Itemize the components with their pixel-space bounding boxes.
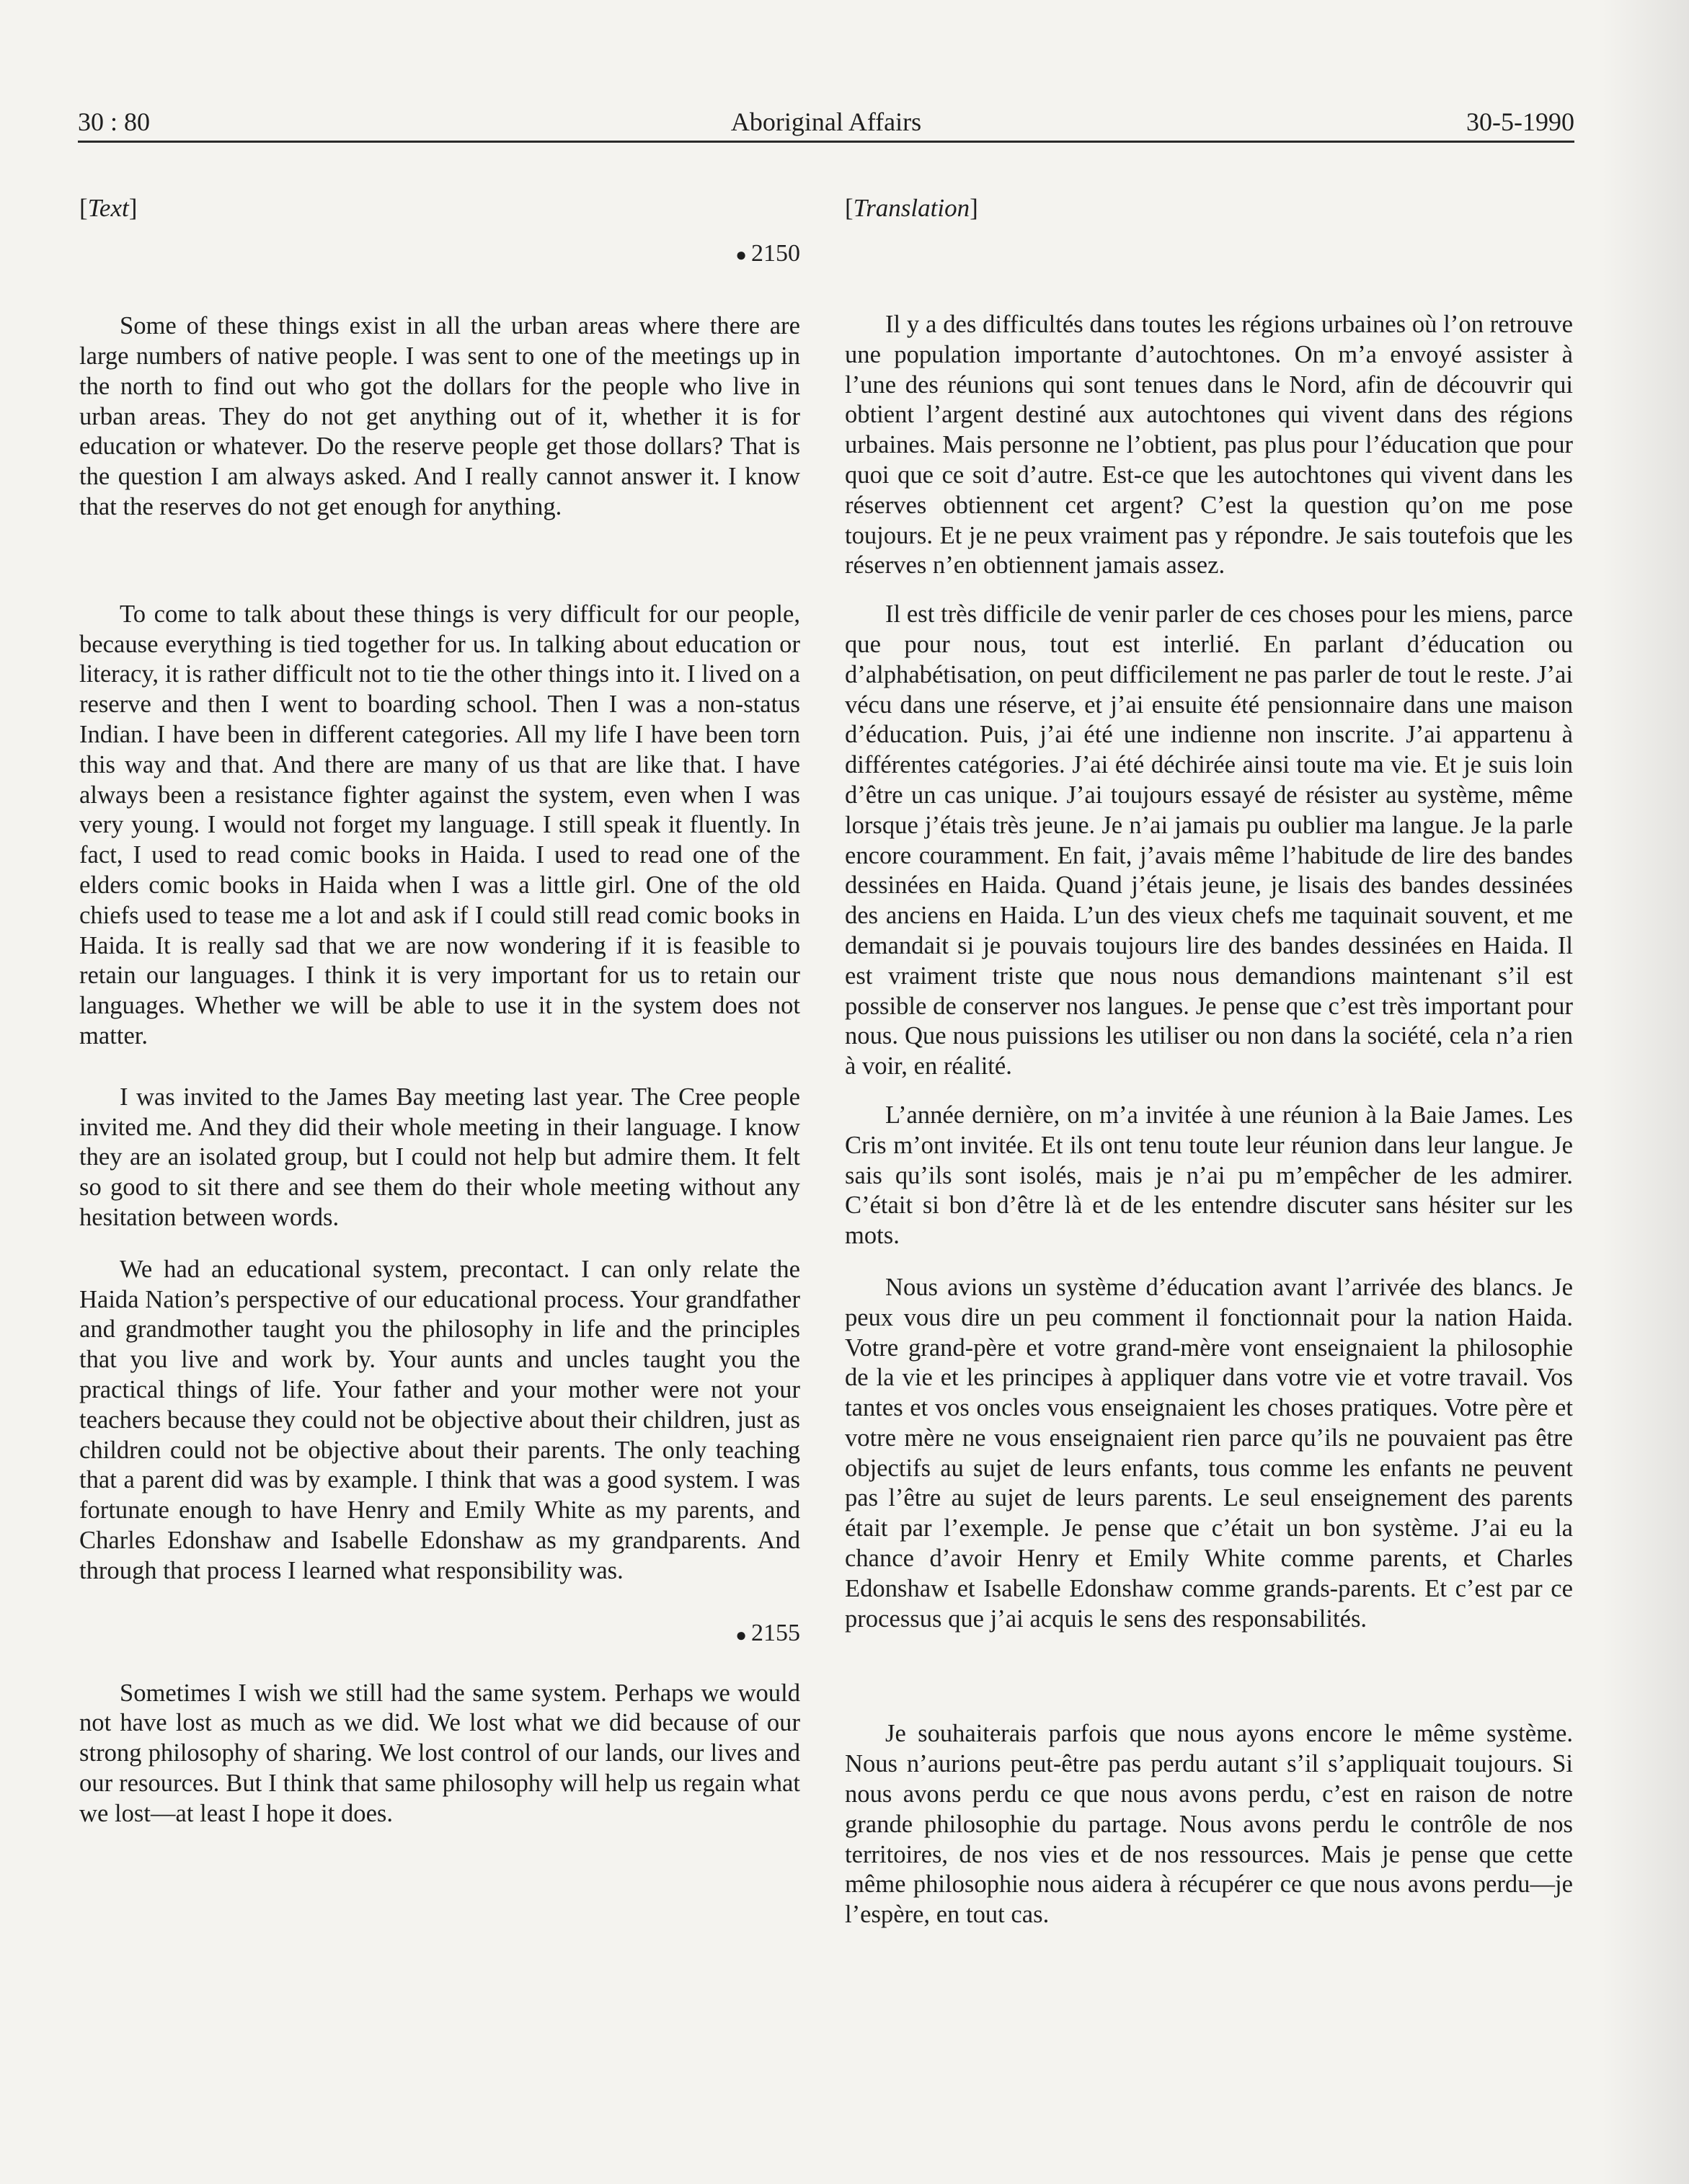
header-date: 30-5-1990: [1466, 107, 1574, 136]
page-number: 30 : 80: [78, 107, 151, 136]
header-title: Aboriginal Affairs: [730, 107, 922, 136]
paragraph: Sometimes I wish we still had the same system. Perhaps we would not have lost as much as we did. We lost what we did because of our strong philosophy of sharing. We lost control of our lands, our lives and our resources. But I think that same philosophy will help us regain what we lost—at least I hope it does.: [79, 1679, 800, 1827]
label-word: Text: [87, 194, 129, 222]
time-marker: [79, 239, 800, 270]
header-rule: [78, 141, 1574, 143]
paragraph: L’année dernière, on m’a invitée à une réunion à la Baie James. Les Cris m’ont invitée. Et ils ont tenu toute leur réunion dans leur langue. Je sais qu’ils sont isolés, mais je n’ai pu m’empêcher de les admirer. C’était si bon d’être là et de les entendre discuter sans hésiter sur les mots.: [845, 1101, 1573, 1250]
paragraph: Some of these things exist in all the urban areas where there are large numbers of native people. I was sent to one of the meetings up in the north to find out who got the dollars for the people who live in urban areas. They do not get anything out of it, whether it is for education or whatever. Do the reserve people get those dollars? That is the question I am always asked. And I really cannot answer it. I know that the reserves do not get enough for anything.: [79, 312, 800, 520]
time-marker-value: 2150: [751, 240, 800, 267]
paragraph: Il est très difficile de venir parler de ces choses pour les miens, parce que pour nous, tout est interlié. En parlant d’éducation ou d’alphabétisation, on peut difficilement ne pas parler de tout le reste. J’ai vécu dans une réserve, et j’ai ensuite été pensionnaire dans une maison d’éducation. Puis, j’ai été une indienne non inscrite. J’ai appartenu à différentes catégories. J’ai été déchirée ainsi toute ma vie. Et je suis loin d’être un cas unique. J’ai toujours essayé de résister au système, même lorsque j’étais très jeune. Je n’ai jamais pu oublier ma langue. Je la parle encore couramment. En fait, j’avais même l’habitude de lire des bandes dessinées en Haida. Quand j’étais jeune, je lisais des bandes dessinées des anciens en Haida. L’un des vieux chefs me taquinait souvent, et me demandait si je pouvais toujours lire des bandes dessinées en Haida. Il est vraiment triste que nous nous demandions maintenant s’il est possible de conserver nos langues. Je pense que c’est très important pour nous. Que nous puissions les utiliser ou non dans la société, cela n’a rien à voir, en réalité.: [845, 600, 1573, 1080]
bullet-icon: ●: [735, 244, 747, 266]
paragraph: Il y a des difficultés dans toutes les régions urbaines où l’on retrouve une population importante d’autochtones. On m’a envoyé assister à l’une des réunions qui sont tenues dans le Nord, afin de découvrir qui obtient l’argent destiné aux autochtones qui vivent dans des régions urbaines. Mais personne ne l’obtient, pas plus pour l’éducation que pour quoi que ce soit d’autre. Est-ce que les autochtones qui vivent dans les réserves obtiennent cet argent? C’est la question qu’on me pose toujours. Et je ne peux vraiment pas y répondre. Je sais toutefois que les réserves n’en obtiennent jamais assez.: [845, 311, 1573, 580]
text-column-english: [79, 193, 800, 1829]
label-bracket-close: ]: [970, 194, 978, 222]
running-header: [78, 107, 1574, 146]
column-label-text: [79, 193, 800, 223]
paragraph: Je souhaiterais parfois que nous ayons encore le même système. Nous n’aurions peut-être pas perdu autant s’il s’appliquait toujours. Si nous avons perdu ce que nous avons perdu, c’est en raison de notre grande philosophie du partage. Nous avons perdu le contrôle de nos territoires, de nos vies et de nos ressources. Mais je pense que cette même philosophie nous aidera à récupérer ce que nous avons perdu—je l’espère, en tout cas.: [845, 1720, 1573, 1929]
page-edge-shadow: [1602, 0, 1689, 2184]
bullet-icon: ●: [735, 1624, 747, 1646]
time-marker-value: 2155: [751, 1620, 800, 1647]
column-label-translation: [845, 193, 1573, 223]
paragraph: Nous avions un système d’éducation avant l’arrivée des blancs. Je peux vous dire un peu comment il fonctionnait pour la nation Haida. Votre grand-père et votre grand-mère vont enseignaient la philosophie de la vie et les principes à appliquer dans votre vie et votre travail. Vos tantes et vos oncles vous enseignaient les choses pratiques. Votre père et votre mère ne vous enseignaient rien parce qu’ils ne pouvaient pas être objectifs au sujet de leurs enfants, tous comme les enfants ne peuvent pas l’être au sujet de leurs parents. Le seul enseignement des parents était par l’exemple. Je pense que c’était un bon système. J’ai eu la chance d’avoir Henry et Emily White comme parents, et Charles Edonshaw et Isabelle Edonshaw comme grands-parents. Et c’est par ce processus que j’ai acquis le sens des responsabilités.: [845, 1273, 1573, 1633]
text-column-french: [845, 193, 1573, 1930]
paragraph: To come to talk about these things is very difficult for our people, because everything is tied together for us. In talking about education or literacy, it is rather difficult not to tie the other things into it. I lived on a reserve and then I went to boarding school. Then I was a non-status Indian. I have been in different categories. All my life I have been torn this way and that. And there are many of us that are like that. I have always been a resistance fighter against the system, even when I was very young. I would not forget my language. I still speak it fluently. In fact, I used to read comic books in Haida. I used to read one of the elders comic books in Haida when I was a little girl. One of the old chiefs used to tease me a lot and ask if I could still read comic books in Haida. It is really sad that we are now wondering if it is feasible to retain our languages. I think it is very important for us to retain our languages. Whether we will be able to use it in the system does not matter.: [79, 600, 800, 1049]
paragraph: I was invited to the James Bay meeting last year. The Cree people invited me. And they did their whole meeting in their language. I know they are an isolated group, but I could not help but admire them. It felt so good to sit there and see them do their whole meeting without any hesitation between words.: [79, 1083, 800, 1231]
label-word: Translation: [853, 194, 970, 222]
label-bracket-close: ]: [128, 194, 138, 222]
label-bracket-open: [: [845, 194, 854, 222]
time-marker: [79, 1619, 800, 1649]
label-bracket-open: [: [79, 194, 88, 222]
paragraph: We had an educational system, precontact. I can only relate the Haida Nation’s perspective of our educational process. Your grandfather and grandmother taught you the philosophy in life and the principles that you live and work by. Your aunts and uncles taught you the practical things of life. Your father and your mother were not your teachers because they could not be objective about their children, just as children could not be objective about their parents. The only teaching that a parent did was by example. I think that was a good system. I was fortunate enough to have Henry and Emily White as my parents, and Charles Edonshaw and Isabelle Edonshaw as my grandparents. And through that process I learned what responsibility was.: [79, 1255, 800, 1584]
